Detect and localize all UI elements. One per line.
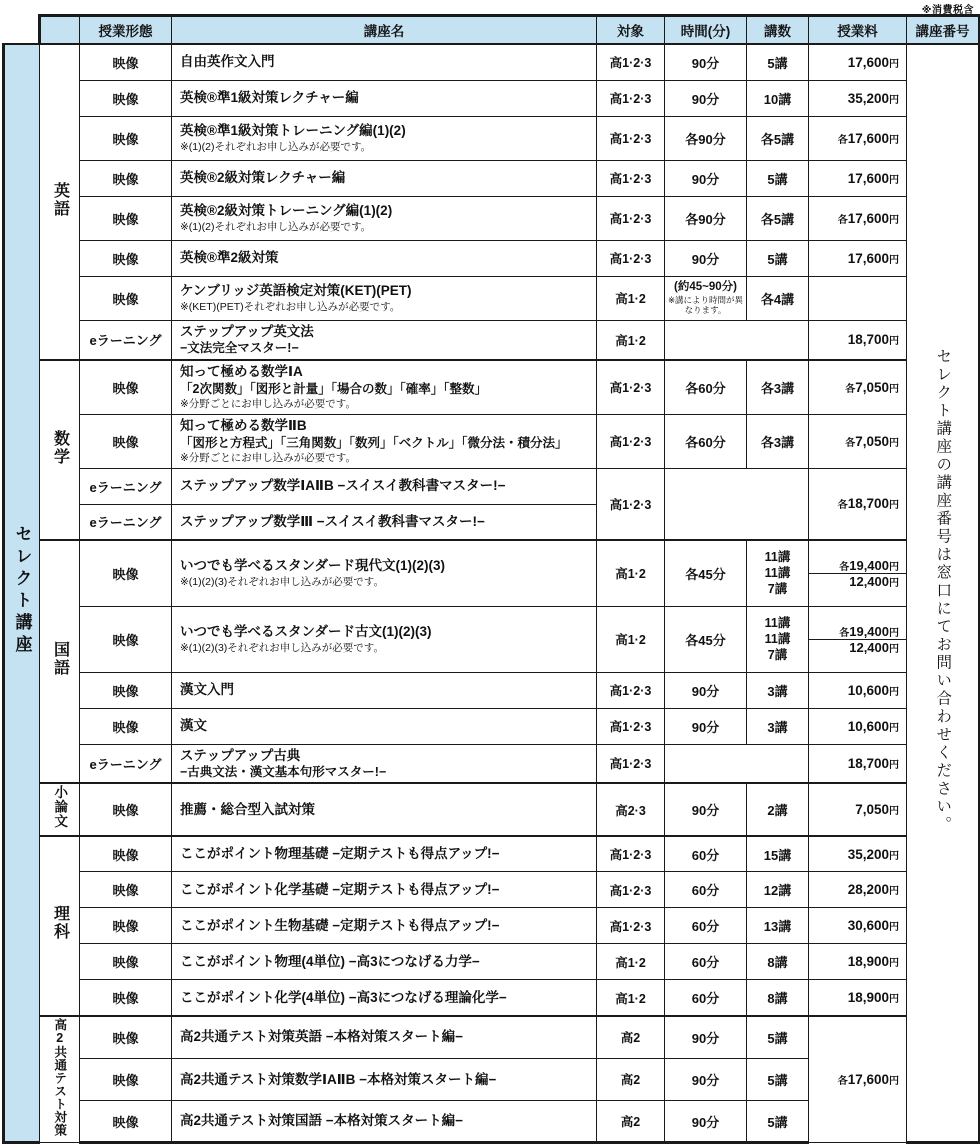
target-cell: 高2 [597,1100,665,1142]
course-cell: いつでも学べるスタンダード古文(1)(2)(3) ※(1)(2)(3)それぞれお申し込みが必要です。 [172,606,597,672]
lectures-cell: 5講 [747,1058,809,1100]
course-cell: 漢文 [172,708,597,744]
target-cell: 高1·2·3 [597,196,665,240]
course-cell: 英検®準2級対策 [172,240,597,276]
time-cell: 各90分 [665,196,747,240]
table-row [4,116,980,160]
course-cell: 英検®準1級対策トレーニング編(1)(2) ※(1)(2)それぞれお申し込みが必要です。 [172,116,597,160]
header-target: 対象 [597,16,665,45]
header-time: 時間(分) [665,16,747,45]
target-cell: 高2·3 [597,783,665,836]
fee-cell: 各17,600円 [809,116,907,160]
lectures-cell: 2講 [747,783,809,836]
fee-cell: 18,700円 [809,744,907,783]
format-cell: 映像 [80,116,172,160]
format-cell: 映像 [80,606,172,672]
target-cell: 高1·2·3 [597,468,665,540]
course-cell: ステップアップ数学Ⅲ −スイスイ教科書マスター!− [172,504,597,540]
lectures-cell: 5講 [747,160,809,196]
target-cell: 高1·2·3 [597,360,665,414]
table-row [4,320,980,360]
table-row [4,160,980,196]
fee-cell: 18,700円 [809,320,907,360]
time-cell: 90分 [665,783,747,836]
empty-time-lectures-cell [665,320,809,360]
course-cell: 英検®準1級対策レクチャー編 [172,80,597,116]
course-cell: ここがポイント物理(4単位) −高3につなげる力学− [172,944,597,980]
select-course-band [4,44,40,1143]
format-cell: 映像 [80,44,172,80]
lectures-cell: 5講 [747,1100,809,1142]
empty-time-lectures-cell [665,744,809,783]
time-cell: 各45分 [665,540,747,606]
fee-upper: 各 19,400 円 [809,624,906,640]
lectures-cell: 11講 11講 7講 [747,540,809,606]
target-cell: 高1·2·3 [597,744,665,783]
target-cell: 高2 [597,1016,665,1058]
header-subject [40,16,80,45]
lectures-cell: 各5講 [747,196,809,240]
lectures-cell: 8講 [747,944,809,980]
table-row [4,360,980,414]
lectures-cell: 各5講 [747,116,809,160]
format-cell: 映像 [80,872,172,908]
course-cell: ここがポイント化学(4単位) −高3につなげる理論化学− [172,980,597,1016]
format-cell: 映像 [80,276,172,320]
table-row [4,196,980,240]
header-course-number: 講座番号 [907,16,980,45]
table-row [4,468,980,504]
time-cell: 各45分 [665,606,747,672]
fee-cell: 18,900円 [809,980,907,1016]
target-cell: 高1·2 [597,276,665,320]
subject-k2-kyotsu-test: 高2共通テスト対策 [40,1016,80,1143]
format-cell: 映像 [80,360,172,414]
course-cell: 高2共通テスト対策国語 −本格対策スタート編− [172,1100,597,1142]
fee-cell-split [809,606,907,672]
target-cell: 高1·2 [597,320,665,360]
time-cell: 90分 [665,80,747,116]
table-row [4,908,980,944]
target-cell: 高1·2 [597,980,665,1016]
course-cell: ここがポイント物理基礎 −定期テストも得点アップ!− [172,836,597,872]
lectures-cell: 11講 11講 7講 [747,606,809,672]
target-cell: 高1·2 [597,540,665,606]
band-label: セレクト講座 [12,524,32,657]
course-cell: 漢文入門 [172,672,597,708]
target-cell: 高1·2·3 [597,44,665,80]
lectures-cell: 5講 [747,240,809,276]
time-cell: 60分 [665,872,747,908]
fee-cell: 各18,700円 [809,468,907,540]
fee-cell: 各7,050円 [809,414,907,468]
course-cell: 高2共通テスト対策英語 −本格対策スタート編− [172,1016,597,1058]
fee-cell: 10,600円 [809,672,907,708]
fee-lower: 12,400 円 [849,573,899,589]
table-row [4,80,980,116]
lectures-cell: 15講 [747,836,809,872]
fee-cell: 10,600円 [809,708,907,744]
fee-cell: 17,600円 [809,44,907,80]
target-cell: 高1·2·3 [597,80,665,116]
fee-cell [809,276,907,320]
target-cell: 高1·2 [597,606,665,672]
subject-math: 数学 [40,360,80,540]
header-course: 講座名 [172,16,597,45]
course-cell: 知って極める数学ⅠA 「2次関数」「図形と計量」「場合の数」「確率」「整数」 ※分野ごとにお申し込みが必要です。 [172,360,597,414]
format-cell: eラーニング [80,744,172,783]
format-cell: 映像 [80,1100,172,1142]
fee-cell: 7,050円 [809,783,907,836]
course-cell: 高2共通テスト対策数学ⅠAⅡB −本格対策スタート編− [172,1058,597,1100]
format-cell: eラーニング [80,504,172,540]
format-cell: 映像 [80,1016,172,1058]
header-row [4,16,980,45]
course-number-note: セレクト講座の講座番号は窓口にてお問い合わせください。 [907,44,980,1143]
course-table [2,14,980,1144]
target-cell: 高1·2·3 [597,160,665,196]
time-cell: 60分 [665,908,747,944]
time-cell: 90分 [665,708,747,744]
format-cell: 映像 [80,708,172,744]
lectures-cell: 各3講 [747,360,809,414]
target-cell: 高1·2·3 [597,672,665,708]
time-cell: 90分 [665,672,747,708]
subject-english: 英語 [40,44,80,360]
header-gap [4,16,40,45]
time-cell: 各60分 [665,360,747,414]
table-row [4,944,980,980]
course-cell: ここがポイント生物基礎 −定期テストも得点アップ!− [172,908,597,944]
time-cell: 60分 [665,980,747,1016]
format-cell: 映像 [80,836,172,872]
table-row [4,606,980,672]
course-cell: 知って極める数学ⅡB 「図形と方程式」「三角関数」「数列」「ベクトル」「微分法・積分法」 ※分野ごとにお申し込みが必要です。 [172,414,597,468]
table-row [4,414,980,468]
target-cell: 高1·2·3 [597,414,665,468]
table-row [4,836,980,872]
time-cell: 60分 [665,944,747,980]
format-cell: 映像 [80,908,172,944]
format-cell: 映像 [80,160,172,196]
table-row [4,708,980,744]
format-cell: 映像 [80,1058,172,1100]
fee-cell: 17,600円 [809,160,907,196]
target-cell: 高1·2·3 [597,836,665,872]
target-cell: 高1·2·3 [597,116,665,160]
course-cell: 自由英作文入門 [172,44,597,80]
format-cell: 映像 [80,80,172,116]
subject-science: 理科 [40,836,80,1016]
lectures-cell: 10講 [747,80,809,116]
target-cell: 高1·2 [597,944,665,980]
header-format: 授業形態 [80,16,172,45]
table-row [4,1016,980,1058]
time-cell: (約45~90分) ※講により時間が異なります。 [665,276,747,320]
course-cell: ステップアップ英文法 −文法完全マスター!− [172,320,597,360]
fee-cell: 各17,600円 [809,196,907,240]
empty-time-lectures-cell [665,468,809,540]
fee-cell: 35,200円 [809,836,907,872]
fee-cell: 30,600円 [809,908,907,944]
lectures-cell: 各4講 [747,276,809,320]
format-cell: eラーニング [80,320,172,360]
format-cell: 映像 [80,414,172,468]
fee-cell: 18,900円 [809,944,907,980]
target-cell: 高1·2·3 [597,872,665,908]
lectures-cell: 3講 [747,708,809,744]
table-row [4,872,980,908]
target-cell: 高1·2·3 [597,708,665,744]
format-cell: 映像 [80,783,172,836]
fee-lower: 12,400 円 [849,639,899,655]
time-cell: 90分 [665,1058,747,1100]
table-row [4,240,980,276]
fee-upper: 各 19,400 円 [809,558,906,574]
fee-cell: 各7,050円 [809,360,907,414]
fee-cell: 35,200円 [809,80,907,116]
lectures-cell: 12講 [747,872,809,908]
format-cell: 映像 [80,944,172,980]
course-cell: いつでも学べるスタンダード現代文(1)(2)(3) ※(1)(2)(3)それぞれお申し込みが必要です。 [172,540,597,606]
table-row [4,540,980,606]
header-fee: 授業料 [809,16,907,45]
table-row [4,276,980,320]
table-row [4,672,980,708]
target-cell: 高2 [597,1058,665,1100]
table-row [4,744,980,783]
table-row [4,980,980,1016]
time-cell: 各60分 [665,414,747,468]
fee-cell: 各17,600円 [809,1016,907,1143]
course-cell: ステップアップ数学ⅠAⅡB −スイスイ教科書マスター!− [172,468,597,504]
format-cell: 映像 [80,540,172,606]
fee-cell: 28,200円 [809,872,907,908]
course-cell: ここがポイント化学基礎 −定期テストも得点アップ!− [172,872,597,908]
format-cell: eラーニング [80,468,172,504]
course-cell: 英検®2級対策トレーニング編(1)(2) ※(1)(2)それぞれお申し込みが必要です。 [172,196,597,240]
course-cell: 推薦・総合型入試対策 [172,783,597,836]
fee-cell-split [809,540,907,606]
lectures-cell: 5講 [747,1016,809,1058]
table-row [4,44,980,80]
subject-essay: 小論文 [40,783,80,836]
fee-cell: 17,600円 [809,240,907,276]
course-cell: 英検®2級対策レクチャー編 [172,160,597,196]
course-cell: ステップアップ古典 −古典文法・漢文基本句形マスター!− [172,744,597,783]
lectures-cell: 各3講 [747,414,809,468]
lectures-cell: 8講 [747,980,809,1016]
format-cell: 映像 [80,240,172,276]
time-cell: 60分 [665,836,747,872]
course-cell: ケンブリッジ英語検定対策(KET)(PET) ※(KET)(PET)それぞれお申し込みが必要です。 [172,276,597,320]
time-cell: 90分 [665,240,747,276]
time-cell: 90分 [665,1100,747,1142]
time-cell: 90分 [665,160,747,196]
time-cell: 各90分 [665,116,747,160]
lectures-cell: 3講 [747,672,809,708]
time-cell: 90分 [665,1016,747,1058]
lectures-cell: 13講 [747,908,809,944]
format-cell: 映像 [80,672,172,708]
lectures-cell: 5講 [747,44,809,80]
format-cell: 映像 [80,980,172,1016]
target-cell: 高1·2·3 [597,908,665,944]
time-cell: 90分 [665,44,747,80]
tax-note: ※消費税含 [921,5,974,16]
target-cell: 高1·2·3 [597,240,665,276]
table-row [4,783,980,836]
subject-japanese: 国語 [40,540,80,783]
format-cell: 映像 [80,196,172,240]
header-lectures: 講数 [747,16,809,45]
